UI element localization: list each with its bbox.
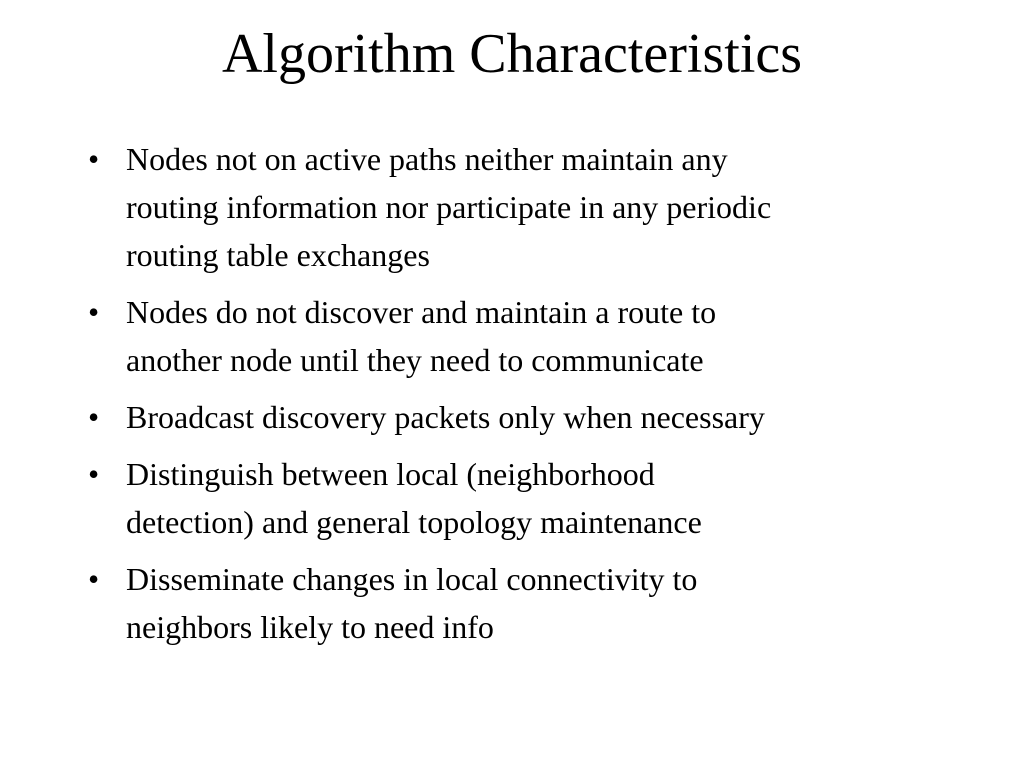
bullet-text-line: Distinguish between local (neighborhood — [126, 456, 655, 492]
bullet-marker-icon: • — [88, 294, 100, 330]
bullet-marker-icon: • — [88, 561, 100, 597]
bullet-text-line: routing table exchanges — [126, 237, 430, 273]
bullet-text-line: Nodes not on active paths neither maintain any — [126, 141, 728, 177]
bullet-text-line: Broadcast discovery packets only when necessary — [126, 399, 765, 435]
bullet-text-line: Disseminate changes in local connectivity to — [126, 561, 698, 597]
bullet-text-line: another node until they need to communicate — [126, 342, 704, 378]
bullet-text-line: detection) and general topology maintenance — [126, 504, 702, 540]
bullet-marker-icon: • — [88, 456, 100, 492]
bullet-text-line: routing information nor participate in any periodic — [126, 189, 772, 225]
bullet-text-line: Nodes do not discover and maintain a route to — [126, 294, 717, 330]
bullet-marker-icon: • — [88, 399, 100, 435]
slide-title: Algorithm Characteristics — [221, 23, 803, 85]
bullet-marker-icon: • — [88, 141, 100, 177]
bullet-text-line: neighbors likely to need info — [126, 609, 494, 645]
